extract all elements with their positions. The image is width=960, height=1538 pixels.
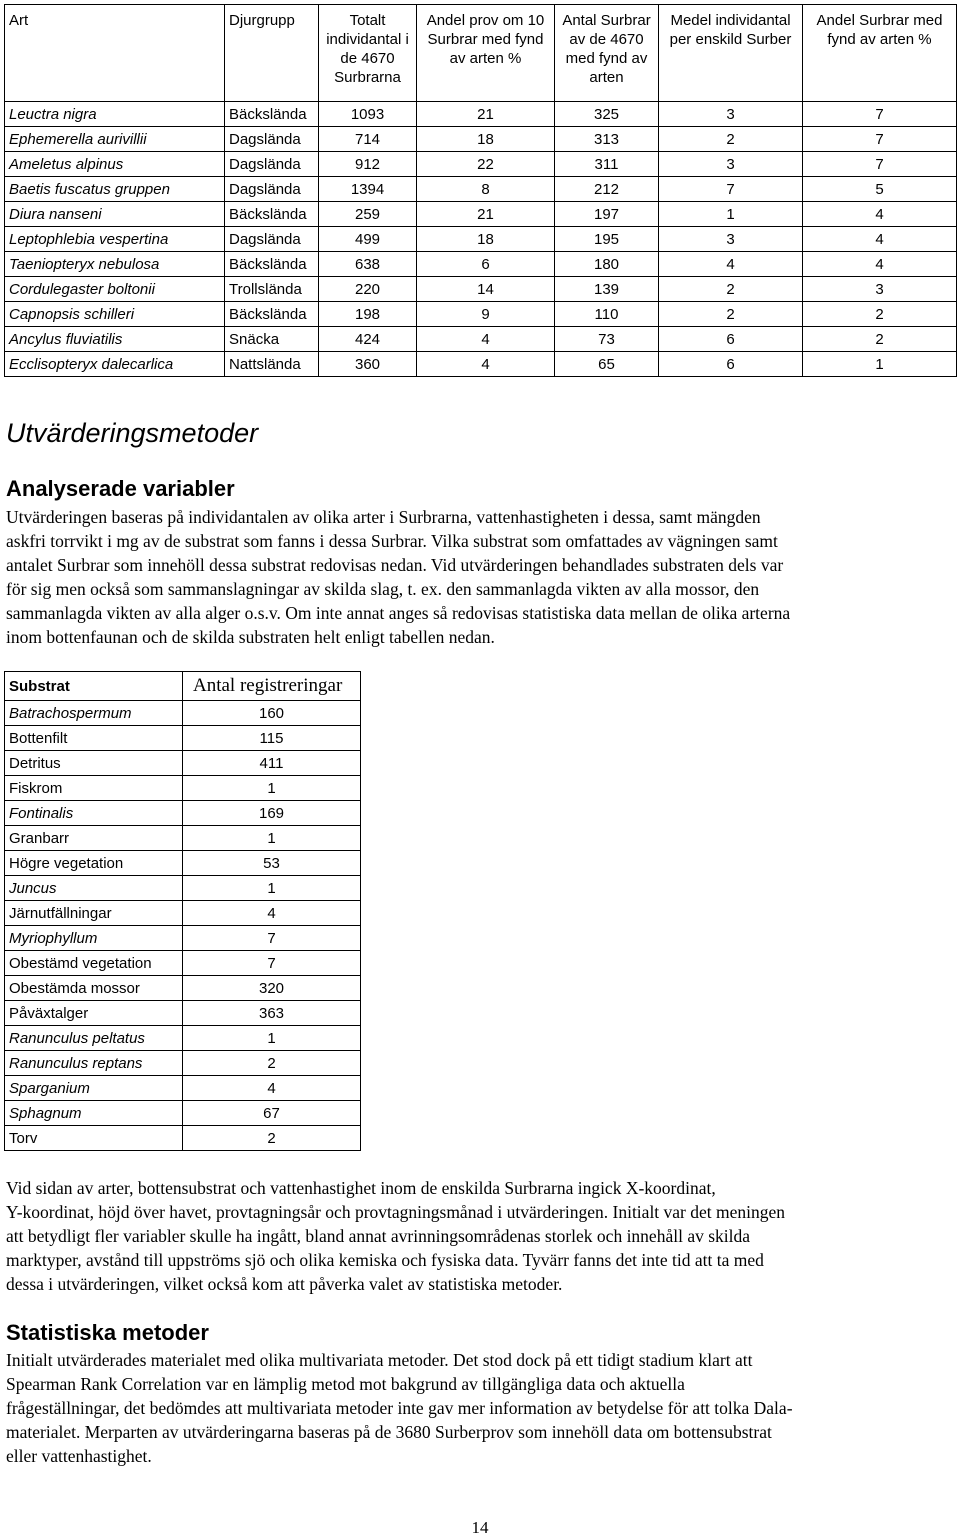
substrate-table [4, 671, 361, 1151]
registration-count: 411 [183, 751, 361, 776]
table-row [5, 876, 361, 901]
text-line: Spearman Rank Correlation var en lämplig metod mot bakgrund av tillgängliga data och aktuella [6, 1374, 685, 1394]
mean-count: 6 [659, 352, 803, 377]
registration-count: 2 [183, 1051, 361, 1076]
table-row [5, 277, 957, 302]
total-count: 499 [319, 227, 417, 252]
species-table-header-row [5, 5, 957, 102]
table-row [5, 127, 957, 152]
substrate-table-body [5, 701, 361, 1151]
table-row [5, 302, 957, 327]
table-row [5, 227, 957, 252]
share-surbers: 3 [803, 277, 957, 302]
substrate-name: Högre vegetation [5, 851, 183, 876]
share-samples: 6 [417, 252, 555, 277]
text-line: sammanlagda vikten av alla alger o.s.v. Om inte annat anges så redovisas statistiska data mellan de olika arterna [6, 603, 791, 623]
share-surbers: 7 [803, 127, 957, 152]
table-row [5, 976, 361, 1001]
share-surbers: 4 [803, 202, 957, 227]
mean-count: 2 [659, 127, 803, 152]
substrate-name: Järnutfällningar [5, 901, 183, 926]
share-samples: 18 [417, 127, 555, 152]
registration-count: 320 [183, 976, 361, 1001]
substrate-name: Fontinalis [5, 801, 183, 826]
table-row [5, 726, 361, 751]
header-substrat: Substrat [5, 672, 183, 701]
total-count: 1394 [319, 177, 417, 202]
registration-count: 1 [183, 776, 361, 801]
table-row [5, 801, 361, 826]
share-samples: 18 [417, 227, 555, 252]
text-line: antalet Surbrar som innehöll dessa substrat redovisas nedan. Vid utvärderingen behandlades substraten dels var [6, 555, 784, 575]
table-row [5, 826, 361, 851]
text-line: Y-koordinat, höjd över havet, provtagningsår och provtagningsmånad i utvärderingen. Initialt var det meningen [6, 1202, 786, 1222]
registration-count: 1 [183, 876, 361, 901]
species-table [4, 4, 957, 377]
paragraph-analyserade [6, 505, 952, 649]
share-surbers: 5 [803, 177, 957, 202]
table-row [5, 1076, 361, 1101]
animal-group: Dagslända [225, 227, 319, 252]
species-name: Ancylus fluviatilis [5, 327, 225, 352]
total-count: 1093 [319, 102, 417, 127]
species-name: Cordulegaster boltonii [5, 277, 225, 302]
species-name: Taeniopteryx nebulosa [5, 252, 225, 277]
registration-count: 7 [183, 926, 361, 951]
substrate-name: Ranunculus peltatus [5, 1026, 183, 1051]
table-row [5, 901, 361, 926]
animal-group: Bäcksländа [225, 252, 319, 277]
share-samples: 4 [417, 327, 555, 352]
species-name: Leptophlebia vespertina [5, 227, 225, 252]
heading-statistiska: Statistiska metoder [6, 1320, 209, 1345]
species-name: Ecclisopteryx dalecarlica [5, 352, 225, 377]
header-art: Art [5, 5, 225, 102]
species-name: Baetis fuscatus gruppen [5, 177, 225, 202]
animal-group: Bäcksländа [225, 202, 319, 227]
table-row [5, 751, 361, 776]
surber-count: 180 [555, 252, 659, 277]
share-surbers: 1 [803, 352, 957, 377]
animal-group: Dagslända [225, 127, 319, 152]
surber-count: 197 [555, 202, 659, 227]
table-row [5, 1051, 361, 1076]
substrate-name: Obestämda mossor [5, 976, 183, 1001]
share-surbers: 7 [803, 152, 957, 177]
species-name: Ameletus alpinus [5, 152, 225, 177]
species-name: Ephemerella aurivillii [5, 127, 225, 152]
total-count: 912 [319, 152, 417, 177]
text-line: eller vattenhastighet. [6, 1446, 152, 1466]
mean-count: 6 [659, 327, 803, 352]
table-row [5, 1001, 361, 1026]
header-totalt: Totalt individantal i de 4670 Surbrarna [319, 5, 417, 102]
mean-count: 7 [659, 177, 803, 202]
share-samples: 9 [417, 302, 555, 327]
section-title: Utvärderingsmetoder [6, 418, 259, 448]
text-line: Vid sidan av arter, bottensubstrat och vattenhastighet inom de enskilda Surbrarna ingick X-koordinat, [6, 1178, 716, 1198]
animal-group: Bäcksländа [225, 302, 319, 327]
surber-count: 195 [555, 227, 659, 252]
share-surbers: 4 [803, 227, 957, 252]
substrate-name: Myriophyllum [5, 926, 183, 951]
text-line: för sig men också som sammanslagningar av skilda slag, t. ex. den sammanlagda vikten av alla mossor, den [6, 579, 760, 599]
registration-count: 2 [183, 1126, 361, 1151]
registration-count: 4 [183, 1076, 361, 1101]
share-surbers: 2 [803, 327, 957, 352]
share-surbers: 4 [803, 252, 957, 277]
text-line: askfri torrvikt i mg av de substrat som fanns i dessa Surbrar. Vilka substrat som omfattades av vägningen samt [6, 531, 778, 551]
text-line: marktyper, avstånd till uppströms sjö och olika kemiska och fysiska data. Tyvärr fanns det inte tid att ta med [6, 1250, 764, 1270]
header-andel-surbrar: Andel Surbrar med fynd av arten % [803, 5, 957, 102]
mean-count: 2 [659, 277, 803, 302]
text-line: Utvärderingen baseras på individantalen av olika arter i Surbrarna, vattenhastigheten i dessa, samt mängden [6, 507, 761, 527]
substrate-name: Detritus [5, 751, 183, 776]
surber-count: 325 [555, 102, 659, 127]
header-antal-surbrar: Antal Surbrar av de 4670 med fynd av arten [555, 5, 659, 102]
mean-count: 2 [659, 302, 803, 327]
total-count: 220 [319, 277, 417, 302]
registration-count: 67 [183, 1101, 361, 1126]
surber-count: 212 [555, 177, 659, 202]
mean-count: 3 [659, 152, 803, 177]
table-row [5, 951, 361, 976]
species-name: Leuctra nigra [5, 102, 225, 127]
share-samples: 14 [417, 277, 555, 302]
table-row [5, 177, 957, 202]
paragraph-statistiska [6, 1348, 952, 1468]
mean-count: 4 [659, 252, 803, 277]
table-row [5, 252, 957, 277]
surber-count: 313 [555, 127, 659, 152]
text-line: materialet. Merparten av utvärderingarna baseras på de 3680 Surberprov som innehöll data om bottensubstrat [6, 1422, 772, 1442]
total-count: 714 [319, 127, 417, 152]
header-antal-registreringar: Antal registreringar [183, 672, 361, 701]
species-table-body [5, 102, 957, 377]
substrate-table-header-row [5, 672, 361, 701]
animal-group: Dagslända [225, 152, 319, 177]
paragraph-vid-sidan [6, 1176, 952, 1296]
substrate-name: Torv [5, 1126, 183, 1151]
species-name: Diura nanseni [5, 202, 225, 227]
text-line: dessa i utvärderingen, vilket också kom att påverka valet av statistiska metoder. [6, 1274, 563, 1294]
substrate-name: Granbarr [5, 826, 183, 851]
animal-group: Trollslända [225, 277, 319, 302]
surber-count: 139 [555, 277, 659, 302]
table-row [5, 926, 361, 951]
table-row [5, 851, 361, 876]
page-number: 14 [471, 1518, 489, 1537]
animal-group: Bäcksländа [225, 102, 319, 127]
surber-count: 73 [555, 327, 659, 352]
total-count: 638 [319, 252, 417, 277]
substrate-name: Batrachospermum [5, 701, 183, 726]
table-row [5, 152, 957, 177]
share-samples: 22 [417, 152, 555, 177]
total-count: 360 [319, 352, 417, 377]
share-samples: 21 [417, 102, 555, 127]
registration-count: 1 [183, 826, 361, 851]
table-row [5, 327, 957, 352]
mean-count: 3 [659, 102, 803, 127]
table-row [5, 102, 957, 127]
substrate-name: Bottenfilt [5, 726, 183, 751]
total-count: 259 [319, 202, 417, 227]
animal-group: Snäcka [225, 327, 319, 352]
animal-group: Dagslända [225, 177, 319, 202]
registration-count: 53 [183, 851, 361, 876]
header-medel-individantal: Medel individantal per enskild Surber [659, 5, 803, 102]
text-line: inom bottenfaunan och de skilda substraten helt enligt tabellen nedan. [6, 627, 495, 647]
registration-count: 1 [183, 1026, 361, 1051]
share-samples: 4 [417, 352, 555, 377]
table-row [5, 1101, 361, 1126]
substrate-name: Fiskrom [5, 776, 183, 801]
substrate-name: Sparganium [5, 1076, 183, 1101]
table-row [5, 1126, 361, 1151]
share-surbers: 2 [803, 302, 957, 327]
total-count: 424 [319, 327, 417, 352]
text-line: Initialt utvärderades materialet med olika multivariata metoder. Det stod dock på ett tidigt stadium klart att [6, 1350, 753, 1370]
surber-count: 110 [555, 302, 659, 327]
substrate-name: Juncus [5, 876, 183, 901]
substrate-name: Påväxtalger [5, 1001, 183, 1026]
registration-count: 363 [183, 1001, 361, 1026]
share-samples: 21 [417, 202, 555, 227]
heading-analyserade: Analyserade variabler [6, 476, 235, 501]
table-row [5, 701, 361, 726]
surber-count: 65 [555, 352, 659, 377]
species-name: Capnopsis schilleri [5, 302, 225, 327]
text-line: att betydligt fler variabler skulle ha ingått, bland annat avrinningsområdenas storlek och innehåll av skilda [6, 1226, 751, 1246]
registration-count: 115 [183, 726, 361, 751]
table-row [5, 776, 361, 801]
table-row [5, 1026, 361, 1051]
share-samples: 8 [417, 177, 555, 202]
total-count: 198 [319, 302, 417, 327]
header-andel-prov: Andel prov om 10 Surbrar med fynd av arten % [417, 5, 555, 102]
registration-count: 169 [183, 801, 361, 826]
registration-count: 7 [183, 951, 361, 976]
animal-group: Nattslända [225, 352, 319, 377]
table-row [5, 202, 957, 227]
mean-count: 1 [659, 202, 803, 227]
substrate-name: Obestämd vegetation [5, 951, 183, 976]
registration-count: 160 [183, 701, 361, 726]
header-djurgrupp: Djurgrupp [225, 5, 319, 102]
substrate-name: Ranunculus reptans [5, 1051, 183, 1076]
mean-count: 3 [659, 227, 803, 252]
text-line: frågeställningar, det bedömdes att multivariata metoder inte gav mer information av betydelse för att tolka Dala- [6, 1398, 793, 1418]
registration-count: 4 [183, 901, 361, 926]
table-row [5, 352, 957, 377]
substrate-name: Sphagnum [5, 1101, 183, 1126]
surber-count: 311 [555, 152, 659, 177]
share-surbers: 7 [803, 102, 957, 127]
